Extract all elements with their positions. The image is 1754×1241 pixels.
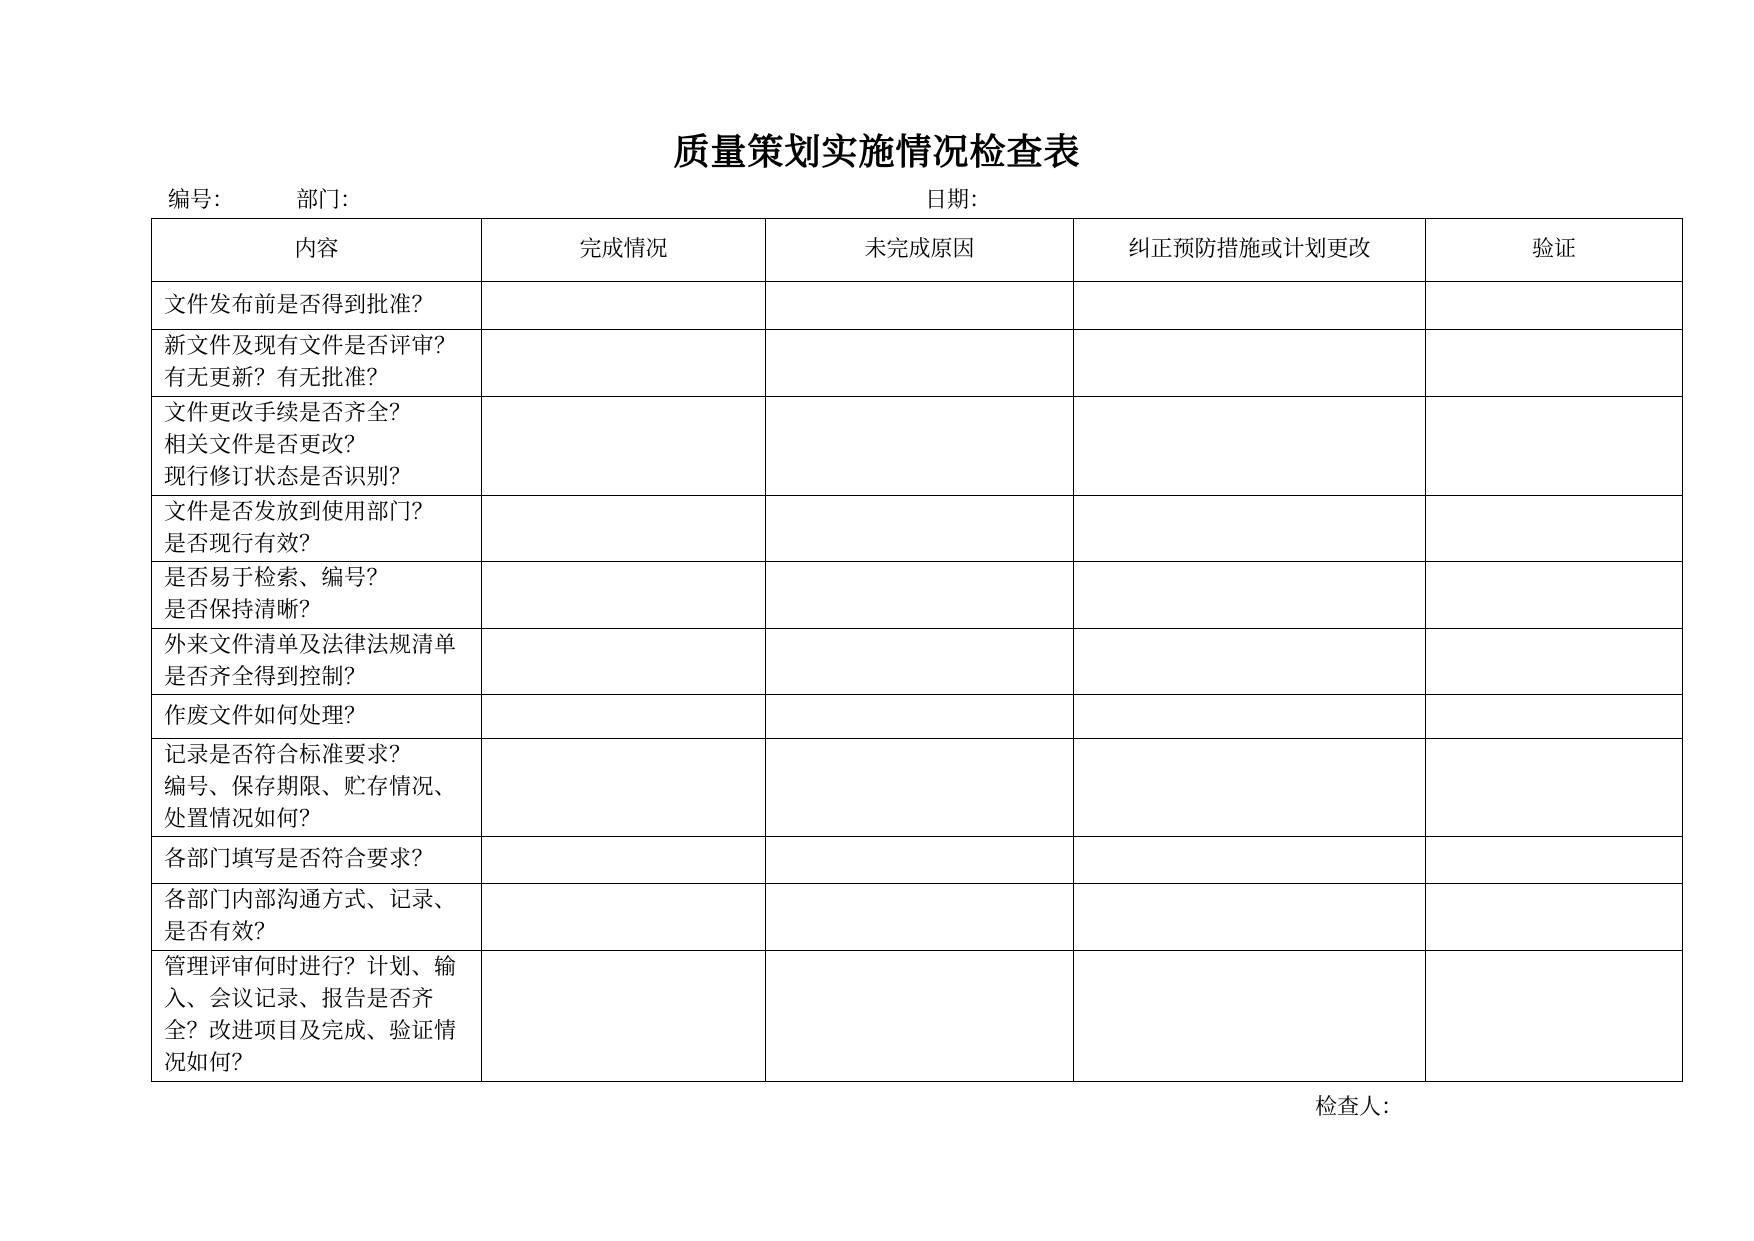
table-row xyxy=(152,837,1683,884)
table-header-row xyxy=(152,219,1683,282)
table-row xyxy=(152,739,1683,837)
completion-cell xyxy=(482,397,766,496)
table-row xyxy=(152,282,1683,330)
corrective-cell xyxy=(1074,951,1426,1082)
row-content: 新文件及现有文件是否评审？有无更新？有无批准？ xyxy=(152,330,482,397)
reason-cell xyxy=(766,629,1074,695)
reason-cell xyxy=(766,330,1074,397)
reason-cell xyxy=(766,562,1074,629)
completion-cell xyxy=(482,951,766,1082)
verification-cell xyxy=(1426,397,1683,496)
corrective-cell xyxy=(1074,629,1426,695)
inspection-table xyxy=(151,218,1683,1082)
reason-cell xyxy=(766,884,1074,951)
row-content: 外来文件清单及法律法规清单是否齐全得到控制？ xyxy=(152,629,482,695)
corrective-cell xyxy=(1074,695,1426,739)
row-content: 各部门填写是否符合要求？ xyxy=(152,837,482,884)
verification-cell xyxy=(1426,739,1683,837)
number-label: 编号： xyxy=(168,188,235,213)
table-row xyxy=(152,695,1683,739)
corrective-cell xyxy=(1074,330,1426,397)
completion-cell xyxy=(482,739,766,837)
row-content: 文件是否发放到使用部门？ 是否现行有效？ xyxy=(152,496,482,562)
completion-cell xyxy=(482,562,766,629)
corrective-cell xyxy=(1074,884,1426,951)
inspector-label: 检查人： xyxy=(1315,1095,1404,1120)
completion-cell xyxy=(482,695,766,739)
header-verification: 验证 xyxy=(1426,219,1683,282)
corrective-cell xyxy=(1074,496,1426,562)
reason-cell xyxy=(766,739,1074,837)
header-incomplete-reason: 未完成原因 xyxy=(766,219,1074,282)
verification-cell xyxy=(1426,837,1683,884)
completion-cell xyxy=(482,496,766,562)
reason-cell xyxy=(766,397,1074,496)
header-content: 内容 xyxy=(152,219,482,282)
verification-cell xyxy=(1426,695,1683,739)
row-content: 作废文件如何处理？ xyxy=(152,695,482,739)
verification-cell xyxy=(1426,562,1683,629)
verification-cell xyxy=(1426,282,1683,330)
corrective-cell xyxy=(1074,739,1426,837)
reason-cell xyxy=(766,951,1074,1082)
table-row xyxy=(152,562,1683,629)
header-corrective-action: 纠正预防措施或计划更改 xyxy=(1074,219,1426,282)
completion-cell xyxy=(482,629,766,695)
verification-cell xyxy=(1426,884,1683,951)
row-content: 管理评审何时进行？计划、输入、会议记录、报告是否齐全？改进项目及完成、验证情况如何？ xyxy=(152,951,482,1082)
table-row xyxy=(152,951,1683,1082)
completion-cell xyxy=(482,884,766,951)
reason-cell xyxy=(766,695,1074,739)
table-row xyxy=(152,496,1683,562)
row-content: 文件发布前是否得到批准？ xyxy=(152,282,482,330)
table-row xyxy=(152,397,1683,496)
completion-cell xyxy=(482,282,766,330)
row-content: 记录是否符合标准要求？ 编号、保存期限、贮存情况、处置情况如何？ xyxy=(152,739,482,837)
corrective-cell xyxy=(1074,837,1426,884)
table-row xyxy=(152,884,1683,951)
table-row xyxy=(152,629,1683,695)
department-label: 部门： xyxy=(296,188,363,213)
document-title: 质量策划实施情况检查表 xyxy=(673,131,1081,173)
corrective-cell xyxy=(1074,397,1426,496)
row-content: 文件更改手续是否齐全？ 相关文件是否更改？ 现行修订状态是否识别？ xyxy=(152,397,482,496)
header-completion-status: 完成情况 xyxy=(482,219,766,282)
table-row xyxy=(152,330,1683,397)
row-content: 各部门内部沟通方式、记录、是否有效？ xyxy=(152,884,482,951)
verification-cell xyxy=(1426,496,1683,562)
row-content: 是否易于检索、编号？ 是否保持清晰？ xyxy=(152,562,482,629)
verification-cell xyxy=(1426,951,1683,1082)
corrective-cell xyxy=(1074,562,1426,629)
date-label: 日期： xyxy=(925,188,992,213)
reason-cell xyxy=(766,837,1074,884)
verification-cell xyxy=(1426,330,1683,397)
corrective-cell xyxy=(1074,282,1426,330)
verification-cell xyxy=(1426,629,1683,695)
reason-cell xyxy=(766,282,1074,330)
reason-cell xyxy=(766,496,1074,562)
completion-cell xyxy=(482,837,766,884)
completion-cell xyxy=(482,330,766,397)
